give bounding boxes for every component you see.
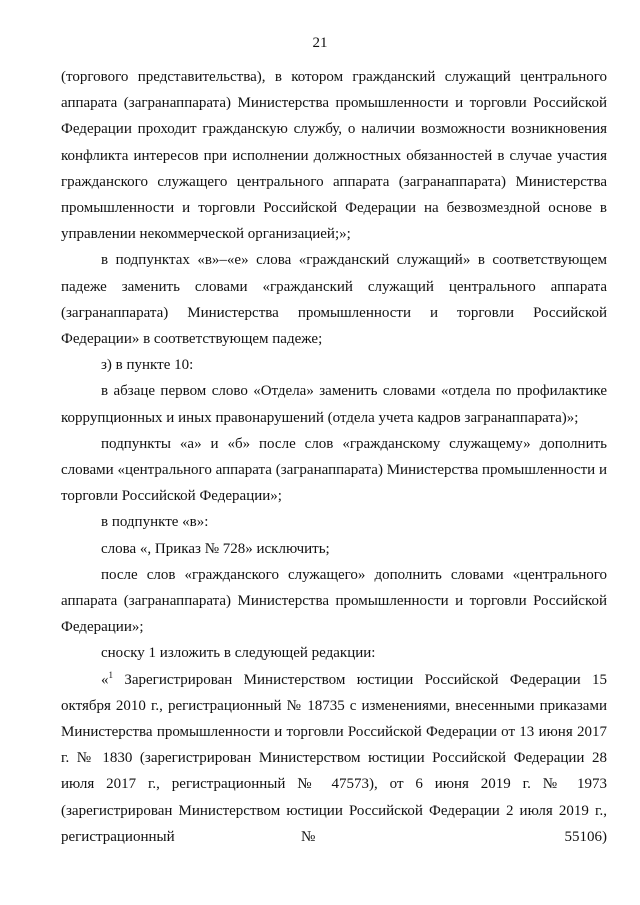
paragraph-footnote-intro: сноску 1 изложить в следующей редакции: bbox=[101, 645, 376, 662]
footnote-body: Зарегистрирован Министерством юстиции Российской Федерации 15 октября 2010 г., регистрационный № 18735 с изменениями, внесенными приказами Министерства промышленности и торговли Российской Федерации от 13 июня 2017 г. № 1830 (зарегистрирован Министерством юстиции Российской Федерации 28 июля 2017 г., регистрационный № 47573), от 6 июня 2019 г. № 1973 (зарегистрирован Министерством юстиции Российской Федерации 2 июля 2019 г., регистрационный № 55106) bbox=[61, 671, 607, 845]
paragraph-subpoints-a-b: подпункты «а» и «б» после слов «гражданскому служащему» дополнить словами «центрального аппарата (загранаппарата) Министерства промышленности и торговли Российской Федерации»; bbox=[61, 435, 607, 505]
footnote-open-quote: « bbox=[101, 671, 109, 688]
document-body bbox=[61, 64, 607, 850]
footnote-text bbox=[61, 667, 607, 850]
paragraph-after-words: после слов «гражданского служащего» дополнить словами «центрального аппарата (загранаппарата) Министерства промышленности и торговли Российской Федерации»; bbox=[61, 566, 607, 636]
paragraph-continuation: (торгового представительства), в котором гражданский служащий центрального аппарата (загранаппарата) Министерства промышленности и торговли Российской Федерации проходит гражданскую службу, о наличии возможности возникновения конфликта интересов при исполнении должностных обязанностей в случае участия гражданского служащего центрального аппарата (загранаппарата) Министерства промышленности и торговли Российской Федерации на безвозмездной основе в управлении некоммерческой организацией;»; bbox=[61, 69, 607, 243]
paragraph-first-abzac: в абзаце первом слово «Отдела» заменить словами «отдела по профилактике коррупционных и иных правонарушений (отдела учета кадров загранаппарата)»; bbox=[61, 383, 607, 426]
page-number: 21 bbox=[312, 35, 328, 51]
paragraph-subpoint-v: в подпункте «в»: bbox=[101, 514, 209, 531]
footnote-mark: 1 bbox=[108, 669, 113, 680]
paragraph-item-z: з) в пункте 10: bbox=[101, 357, 194, 374]
paragraph-exclude-words: слова «, Приказ № 728» исключить; bbox=[101, 540, 330, 557]
paragraph-subpoints-v-e: в подпунктах «в»–«е» слова «гражданский служащий» в соответствующем падеже заменить словами «гражданский служащий центрального аппарата (загранаппарата) Министерства промышленности и торговли Российской Федерации» в соответствующем падеже; bbox=[61, 252, 607, 348]
